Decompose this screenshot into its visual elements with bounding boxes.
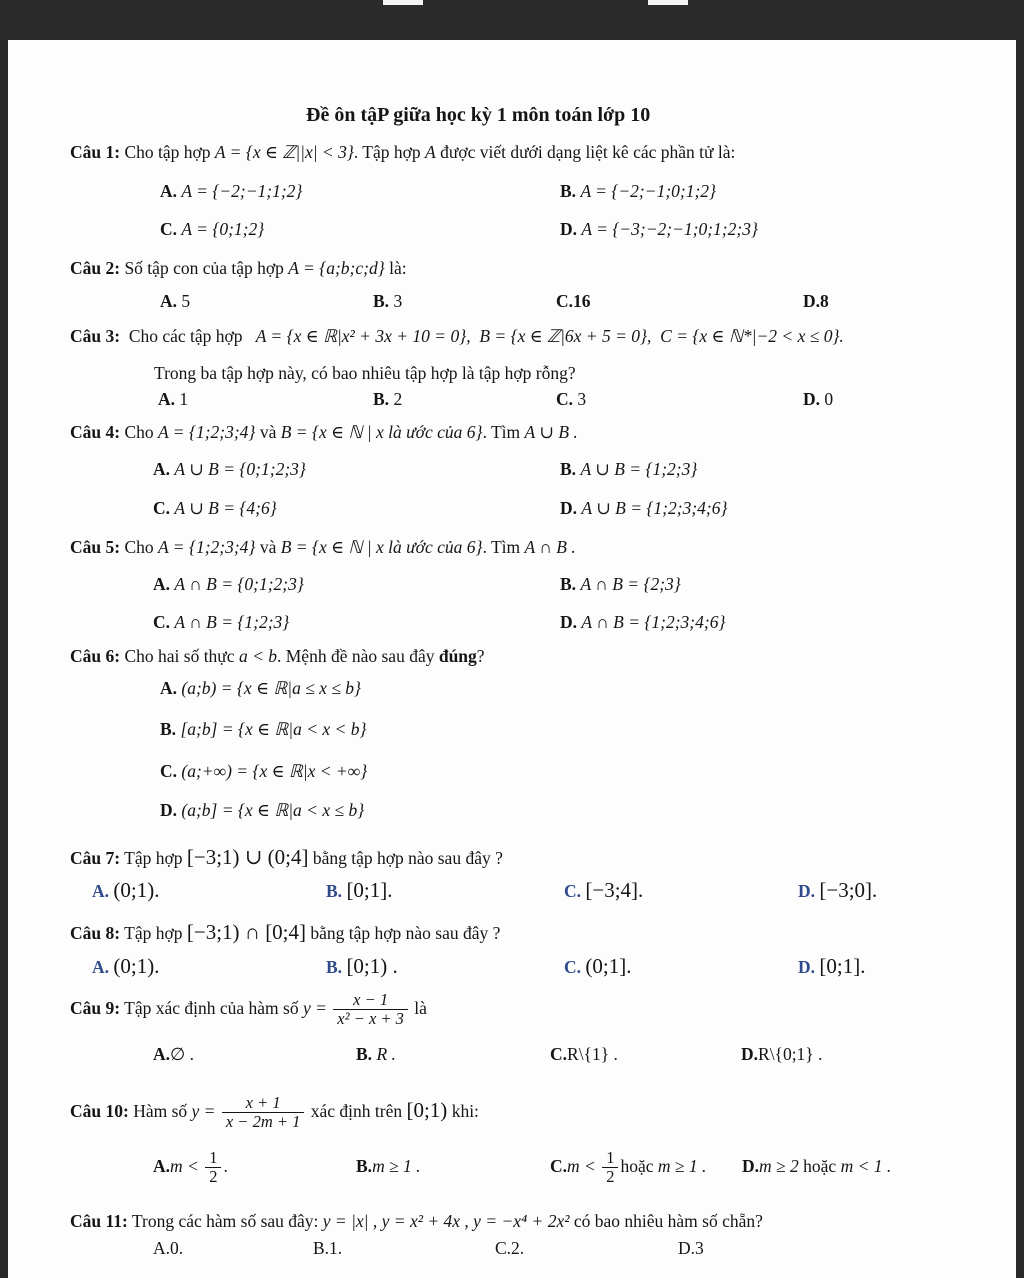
- question-7: Câu 7: Tập hợp [−3;1) ∪ (0;4] bằng tập hợp nào sau đây ?: [70, 845, 503, 869]
- math-set: B = {x ∈ ℕ | x là ước của 6}: [280, 422, 483, 442]
- option-a[interactable]: A. A = {−2;−1;1;2}: [160, 181, 303, 201]
- option-d[interactable]: D. A = {−3;−2;−1;0;1;2;3}: [560, 219, 758, 239]
- question-label: Câu 6:: [70, 646, 121, 666]
- option-b[interactable]: B. [0;1) .: [326, 954, 398, 978]
- question-label: Câu 7:: [70, 848, 121, 868]
- option-b[interactable]: B. A ∩ B = {2;3}: [560, 574, 681, 594]
- option-d[interactable]: D.8: [803, 291, 829, 311]
- question-label: Câu 2:: [70, 258, 121, 278]
- option-a[interactable]: A. A ∪ B = {0;1;2;3}: [153, 459, 306, 479]
- page-title: Đề ôn tậP giữa học kỳ 1 môn toán lớp 10: [306, 104, 651, 126]
- math-set: B = {x ∈ ℕ | x là ước của 6}: [280, 537, 483, 557]
- math-set: A = {x ∈ ℝ|x² + 3x + 10 = 0},: [255, 326, 471, 346]
- option-a[interactable]: A.m < $\frac{1}{2}$ .: [153, 1148, 228, 1187]
- fraction: $\frac{x - 1}{\text{x² − x + 3}}$: [333, 991, 408, 1028]
- option-a[interactable]: A.0.: [153, 1238, 184, 1258]
- question-11: Câu 11: Trong các hàm số sau đây: y = |x| , y = x² + 4x , y = −x⁴ + 2x² có bao nhiêu hàm số chẵn?: [70, 1211, 763, 1231]
- option-d[interactable]: D.m ≥ 2 hoặc m < 1 .: [742, 1156, 892, 1176]
- math-set: C = {x ∈ ℕ*|−2 < x ≤ 0}.: [660, 326, 844, 346]
- option-a[interactable]: A. 1: [158, 389, 189, 409]
- option-a[interactable]: A. (0;1).: [92, 954, 160, 978]
- option-c[interactable]: C.m < $\frac{1}{2}$ hoặc m ≥ 1 .: [550, 1148, 707, 1187]
- option-b[interactable]: B. [a;b] = {x ∈ ℝ|a < x < b}: [160, 719, 367, 739]
- option-b[interactable]: B. [0;1].: [326, 878, 393, 902]
- option-d[interactable]: D. A ∪ B = {1;2;3;4;6}: [560, 498, 728, 518]
- question-10: Câu 10: Hàm số y = $\frac{x + 1}{x - 2m + 1}$ xác định trên [0;1) khi:: [70, 1093, 479, 1132]
- option-c[interactable]: C. A ∩ B = {1;2;3}: [153, 612, 290, 632]
- viewer-tab-indicator: [383, 0, 423, 5]
- math-set: A = {1;2;3;4}: [158, 537, 256, 557]
- option-b[interactable]: B. 2: [373, 389, 403, 409]
- option-d[interactable]: D. (a;b] = {x ∈ ℝ|a < x ≤ b}: [160, 800, 365, 820]
- option-b[interactable]: B. 3: [373, 291, 403, 311]
- question-3: Câu 3: Cho các tập hợp A = {x ∈ ℝ|x² + 3x + 10 = 0}, B = {x ∈ ℤ|6x + 5 = 0}, C = {x ∈ ℕ*|−2 < x ≤ 0}.: [70, 326, 844, 346]
- math-set: A = {x ∈ ℤ||x| < 3}: [214, 142, 354, 162]
- question-3-text: Trong ba tập hợp này, có bao nhiêu tập hợp là tập hợp rỗng?: [154, 363, 576, 383]
- option-c[interactable]: C.2.: [495, 1238, 525, 1258]
- question-5: Câu 5: Cho A = {1;2;3;4} và B = {x ∈ ℕ | x là ước của 6}. Tìm A ∩ B .: [70, 537, 576, 557]
- option-d[interactable]: D.3: [678, 1238, 704, 1258]
- option-a[interactable]: A. (0;1).: [92, 878, 160, 902]
- question-8: Câu 8: Tập hợp [−3;1) ∩ [0;4] bằng tập hợp nào sau đây ?: [70, 920, 501, 944]
- option-a[interactable]: A. A ∩ B = {0;1;2;3}: [153, 574, 304, 594]
- math-set: A = {1;2;3;4}: [158, 422, 256, 442]
- question-label: Câu 4:: [70, 422, 121, 442]
- option-a[interactable]: A. 5: [160, 291, 191, 311]
- option-d[interactable]: D.R\{0;1} .: [741, 1044, 823, 1064]
- viewer-tab-indicator: [648, 0, 688, 5]
- option-a[interactable]: A. (a;b) = {x ∈ ℝ|a ≤ x ≤ b}: [160, 678, 362, 698]
- question-label: Câu 9:: [70, 998, 121, 1018]
- question-label: Câu 3:: [70, 326, 121, 346]
- option-c[interactable]: C. 3: [556, 389, 587, 409]
- option-b[interactable]: B.m ≥ 1 .: [356, 1156, 421, 1176]
- option-c[interactable]: C. [−3;4].: [564, 878, 644, 902]
- option-a[interactable]: A.∅ .: [153, 1044, 195, 1064]
- option-c[interactable]: C.R\{1} .: [550, 1044, 618, 1064]
- option-b[interactable]: B. A = {−2;−1;0;1;2}: [560, 181, 717, 201]
- viewer-top-bar: [0, 0, 1024, 40]
- question-label: Câu 11:: [70, 1211, 128, 1231]
- option-b[interactable]: B. A ∪ B = {1;2;3}: [560, 459, 698, 479]
- option-c[interactable]: C. (a;+∞) = {x ∈ ℝ|x < +∞}: [160, 761, 368, 781]
- document-page: [8, 40, 1016, 1278]
- question-label: Câu 8:: [70, 923, 121, 943]
- option-b[interactable]: B.1.: [313, 1238, 343, 1258]
- option-b[interactable]: B. R .: [356, 1044, 396, 1064]
- option-d[interactable]: D. A ∩ B = {1;2;3;4;6}: [560, 612, 726, 632]
- question-label: Câu 10:: [70, 1101, 129, 1121]
- question-6: Câu 6: Cho hai số thực a < b. Mệnh đề nào sau đây đúng?: [70, 646, 485, 666]
- fraction: $\frac{x + 1}{x - 2m + 1}$: [222, 1094, 305, 1131]
- question-4: Câu 4: Cho A = {1;2;3;4} và B = {x ∈ ℕ | x là ước của 6}. Tìm A ∪ B .: [70, 422, 578, 442]
- option-c[interactable]: C.16: [556, 291, 591, 311]
- option-d[interactable]: D. [−3;0].: [798, 878, 878, 902]
- option-d[interactable]: D. 0: [803, 389, 834, 409]
- question-2: Câu 2: Số tập con của tập hợp A = {a;b;c;d} là:: [70, 258, 407, 278]
- question-1: Câu 1: Cho tập hợp A = {x ∈ ℤ||x| < 3}. Tập hợp A được viết dưới dạng liệt kê các phần tử là:: [70, 142, 736, 162]
- math-set: A = {a;b;c;d}: [288, 258, 385, 278]
- option-c[interactable]: C. A = {0;1;2}: [160, 219, 265, 239]
- question-9: Câu 9: Tập xác định của hàm số y = $\frac{x - 1}{\text{x² − x + 3}}$ là: [70, 990, 427, 1029]
- question-label: Câu 5:: [70, 537, 121, 557]
- option-d[interactable]: D. [0;1].: [798, 954, 866, 978]
- option-c[interactable]: C. A ∪ B = {4;6}: [153, 498, 277, 518]
- math-set: B = {x ∈ ℤ|6x + 5 = 0},: [479, 326, 652, 346]
- option-c[interactable]: C. (0;1].: [564, 954, 632, 978]
- question-label: Câu 1:: [70, 142, 121, 162]
